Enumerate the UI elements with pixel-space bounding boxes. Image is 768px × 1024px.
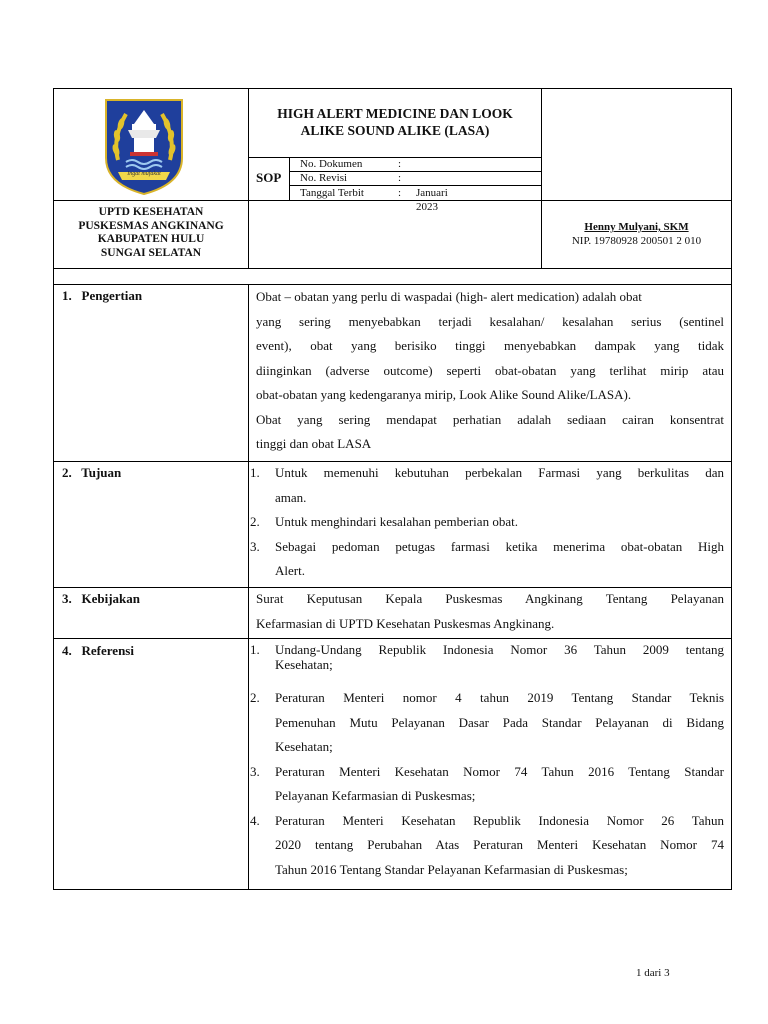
list-num: 2. <box>250 690 260 705</box>
text-line: Peraturan Menteri nomor 4 tahun 2019 Tentang Standar Teknis <box>275 690 724 705</box>
list-item <box>250 642 724 672</box>
org-line: PUSKESMAS ANGKINANG <box>78 219 224 232</box>
list-num: 2. <box>250 514 260 529</box>
text-line: 2020 tentang Perubahan Atas Peraturan Menteri Kesehatan Nomor 74 <box>275 837 724 852</box>
text-line: Kefarmasian di UPTD Kesehatan Puskesmas Angkinang. <box>256 615 555 631</box>
list-item <box>250 686 724 760</box>
text-line: Undang-Undang Republik Indonesia Nomor 36 Tahun 2009 tentang <box>275 642 724 657</box>
text-line: Peraturan Menteri Kesehatan Republik Indonesia Nomor 26 Tahun <box>275 812 724 828</box>
text-line: Untuk menghindari kesalahan pemberian obat. <box>275 514 518 529</box>
list-item <box>250 760 724 809</box>
title-line-1: HIGH ALERT MEDICINE DAN LOOK <box>277 106 513 121</box>
doc-field-sep: : <box>398 187 402 199</box>
page-number: 1 dari 3 <box>636 967 670 979</box>
doc-field-label: No. Dokumen <box>300 158 363 170</box>
text-line: yang sering menyebabkan terjadi kesalahan/ kesalahan serius (sentinel <box>256 313 724 329</box>
pengertian-body <box>256 285 724 457</box>
list-item <box>250 809 724 883</box>
signer-nip: NIP. 19780928 200501 2 010 <box>571 235 702 247</box>
text-line: Kesehatan; <box>275 657 333 672</box>
doc-field-label: Tanggal Terbit <box>300 187 364 199</box>
text-line: Tahun 2016 Tentang Standar Pelayanan Kefarmasian di Puskesmas; <box>275 861 628 877</box>
section-label-tujuan: 2. Tujuan <box>62 465 122 480</box>
list-num: 4. <box>250 812 260 828</box>
signer-block <box>542 220 731 248</box>
shield-emblem-icon <box>104 98 184 196</box>
list-num: 3. <box>250 538 260 554</box>
list-item <box>250 510 724 535</box>
text-line: Pelayanan Kefarmasian di Puskesmas; <box>275 788 476 803</box>
doc-field-row <box>300 186 448 213</box>
list-num: 1. <box>250 642 260 657</box>
text-line: Alert. <box>275 563 305 578</box>
signer-name: Henny Mulyani, SKM <box>584 221 689 233</box>
tujuan-list <box>250 461 724 584</box>
doc-field-label: No. Revisi <box>300 172 348 184</box>
section-label-kebijakan: 3. Kebijakan <box>62 591 141 606</box>
doc-field-sep: : <box>398 172 402 184</box>
list-item <box>250 535 724 584</box>
kebijakan-body <box>256 587 724 636</box>
text-line: Kesehatan; <box>275 739 333 754</box>
text-line: Obat yang sering mendapat perhatian adalah sediaan cairan konsentrat <box>256 411 724 427</box>
section-label-pengertian: 1. Pengertian <box>62 288 143 303</box>
list-num: 1. <box>250 465 260 480</box>
text-line: tinggi dan obat LASA <box>256 436 372 451</box>
doc-field-value: Januari 2023 <box>416 187 448 213</box>
org-line: KABUPATEN HULU <box>97 233 205 245</box>
text-line: Obat – obatan yang perlu di waspadai (high- alert medication) adalah obat <box>256 289 642 304</box>
organization-name <box>54 206 248 260</box>
logo-motto: Ingat mufakat <box>127 171 161 177</box>
text-line: Sebagai pedoman petugas farmasi ketika menerima obat-obatan High <box>275 538 724 554</box>
section-label-referensi: 4. Referensi <box>62 643 134 658</box>
text-line: obat-obatan yang kedengaranya mirip, Look Alike Sound Alike/LASA). <box>256 387 632 402</box>
document-title <box>249 105 541 139</box>
text-line: Surat Keputusan Kepala Puskesmas Angkinang Tentang Pelayanan <box>256 591 724 606</box>
text-line: Pemenuhan Mutu Pelayanan Dasar Pada Standar Pelayanan di Bidang <box>275 714 724 730</box>
regency-logo <box>104 98 184 196</box>
list-item <box>250 461 724 510</box>
org-line: SUNGAI SELATAN <box>100 246 202 259</box>
text-line: diinginkan (adverse outcome) seperti obat-obatan yang terlihat mirip atau <box>256 362 724 378</box>
sop-label: SOP <box>256 170 282 185</box>
list-num: 3. <box>250 763 260 779</box>
text-line: Untuk memenuhi kebutuhan perbekalan Farmasi yang berkulitas dan <box>275 465 724 480</box>
text-line: Peraturan Menteri Kesehatan Nomor 74 Tahun 2016 Tentang Standar <box>275 763 724 779</box>
text-line: aman. <box>275 489 307 505</box>
org-line: UPTD KESEHATAN <box>98 206 204 218</box>
title-line-2: ALIKE SOUND ALIKE (LASA) <box>300 123 490 138</box>
referensi-list <box>250 642 724 882</box>
text-line: event), obat yang berisiko tinggi menyebabkan dampak yang tidak <box>256 338 724 353</box>
doc-field-sep: : <box>398 158 402 170</box>
doc-field-row <box>300 171 402 185</box>
doc-field-row <box>300 157 402 171</box>
